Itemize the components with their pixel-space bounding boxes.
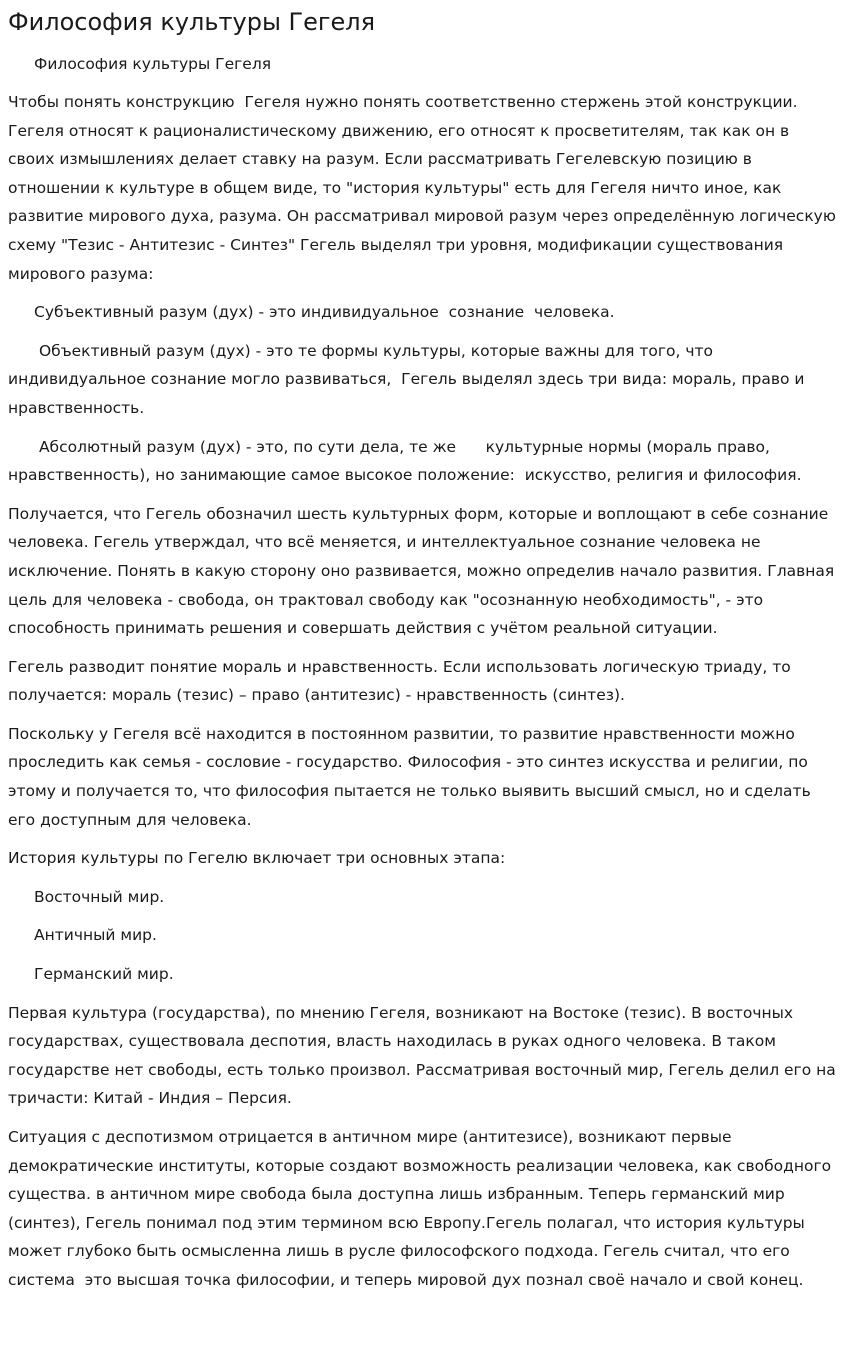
paragraph-ancient-germanic: Ситуация с деспотизмом отрицается в античном мире (антитезисе), возникают первые демократические институты, которые создают возможность реализации человека, как свободного существа. в античном мире свобода была доступна лишь избранным. Теперь германский мир (синтез), Гегель понимал под этим термином всю Европу.Гегель полагал, что история культуры может глубоко быть осмысленна лишь в русле философского подхода. Гегель считал, что его система это высшая точка философии, и теперь мировой дух познал своё начало и свой конец. [8, 1128, 837, 1289]
paragraph-objective-mind: Объективный разум (дух) - это те формы культуры, которые важны для того, что индивидуальное сознание могло развиваться, Гегель выделял здесь три вида: мораль, право и нравственность. [8, 341, 810, 417]
paragraph-cultural-forms: Получается, что Гегель обозначил шесть культурных форм, которые и воплощают в себе сознание человека. Гегель утверждал, что всё меняется, и интеллектуальное сознание человека не исключение. Понять в какую сторону оно развивается, можно определив начало развития. Главная цель для человека - свобода, он трактовал свободу как "осознанную необходимость", - это способность принимать решения и совершать действия с учётом реальной ситуации. [8, 504, 840, 638]
list-item-ancient-world: Античный мир. [34, 926, 157, 945]
paragraph-intro: Чтобы понять конструкцию Гегеля нужно понять соответственно стержень этой конструкции. Гегеля относят к рационалистическому движению, его относят к просветителям, так как он в своих измышлениях делает ставку на разум. Если рассматривать Гегелевскую позицию в отношении к культуре в общем виде, то "история культуры" есть для Гегеля ничто иное, как развитие мирового духа, разума. Он рассматривал мировой разум через определённую логическую схему "Тезис - Антитезис - Синтез" Гегель выделял три уровня, модификации существования мирового разума: [8, 93, 841, 283]
subtitle: Философия культуры Гегеля [34, 55, 272, 73]
paragraph-subjective-mind: Субъективный разум (дух) - это индивидуальное сознание человека. [34, 303, 615, 322]
list-item-germanic-world: Германский мир. [34, 965, 174, 984]
page-title: Философия культуры Гегеля [8, 8, 376, 36]
list-item-eastern-world: Восточный мир. [34, 887, 165, 906]
paragraph-eastern-culture: Первая культура (государства), по мнению Гегеля, возникают на Востоке (тезис). В восточных государствах, существовала деспотия, власть находилась в руках одного человека. В таком государстве нет свободы, есть только произвол. Рассматривая восточный мир, Гегель делил его на тричасти: Китай - Индия – Персия. [8, 1003, 841, 1108]
paragraph-absolute-mind: Абсолютный разум (дух) - это, по сути дела, те же культурные нормы (мораль право, нравственность), но занимающие самое высокое положение: искусство, религия и философия. [8, 437, 802, 485]
paragraph-morality: Гегель разводит понятие мораль и нравственность. Если использовать логическую триаду, то получается: мораль (тезис) – право (антитезис) - нравственность (синтез). [8, 657, 796, 705]
paragraph-development: Поскольку у Гегеля всё находится в постоянном развитии, то развитие нравственности можно проследить как семья - сословие - государство. Философия - это синтез искусства и религии, по этому и получается то, что философия пытается не только выявить высший смысл, но и сделать его доступным для человека. [8, 724, 816, 829]
paragraph-stages-intro: История культуры по Гегелю включает три основных этапа: [8, 849, 506, 868]
